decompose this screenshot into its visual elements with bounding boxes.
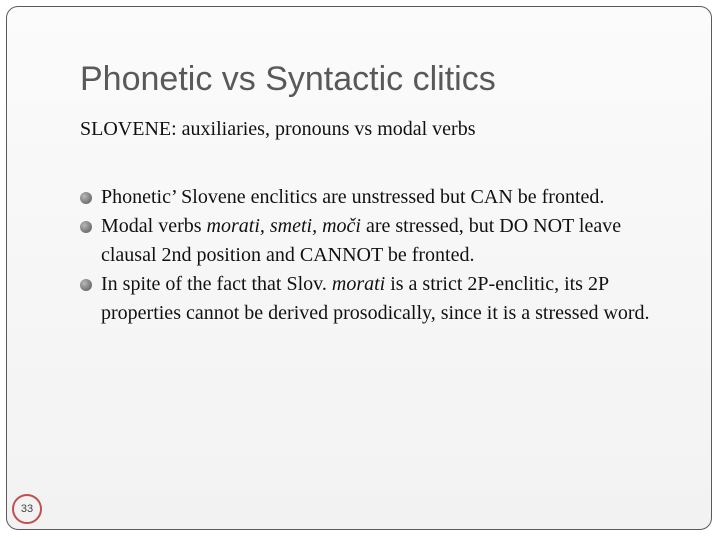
bullet-text-italic: morati, smeti, moči	[206, 215, 361, 237]
bullet-item	[80, 270, 680, 328]
bullet-dot-icon	[80, 192, 92, 204]
bullet-dot-icon	[80, 279, 92, 291]
bullet-dot-icon	[80, 221, 92, 233]
bullet-text-prefix: Modal verbs	[101, 215, 207, 237]
slide-number: 33	[12, 494, 42, 524]
bullet-text-suffix: are stressed, but DO NOT leave clausal 2nd position and CANNOT be fronted.	[101, 215, 622, 266]
bullet-list	[80, 183, 680, 328]
bullet-text-prefix: In spite of the fact that Slov.	[101, 273, 332, 295]
bullet-item	[80, 212, 680, 270]
slide-subtitle: SLOVENE: auxiliaries, pronouns vs modal verbs	[80, 118, 476, 140]
bullet-text: Phonetic’ Slovene enclitics are unstressed but CAN be fronted.	[101, 186, 605, 208]
bullet-item	[80, 183, 680, 212]
slide-title: Phonetic vs Syntactic clitics	[80, 60, 496, 98]
bullet-text-italic: morati	[331, 273, 386, 295]
bullet-text-suffix: is a strict 2P-enclitic, its 2P properties cannot be derived prosodically, since it is a stressed word.	[101, 273, 650, 324]
